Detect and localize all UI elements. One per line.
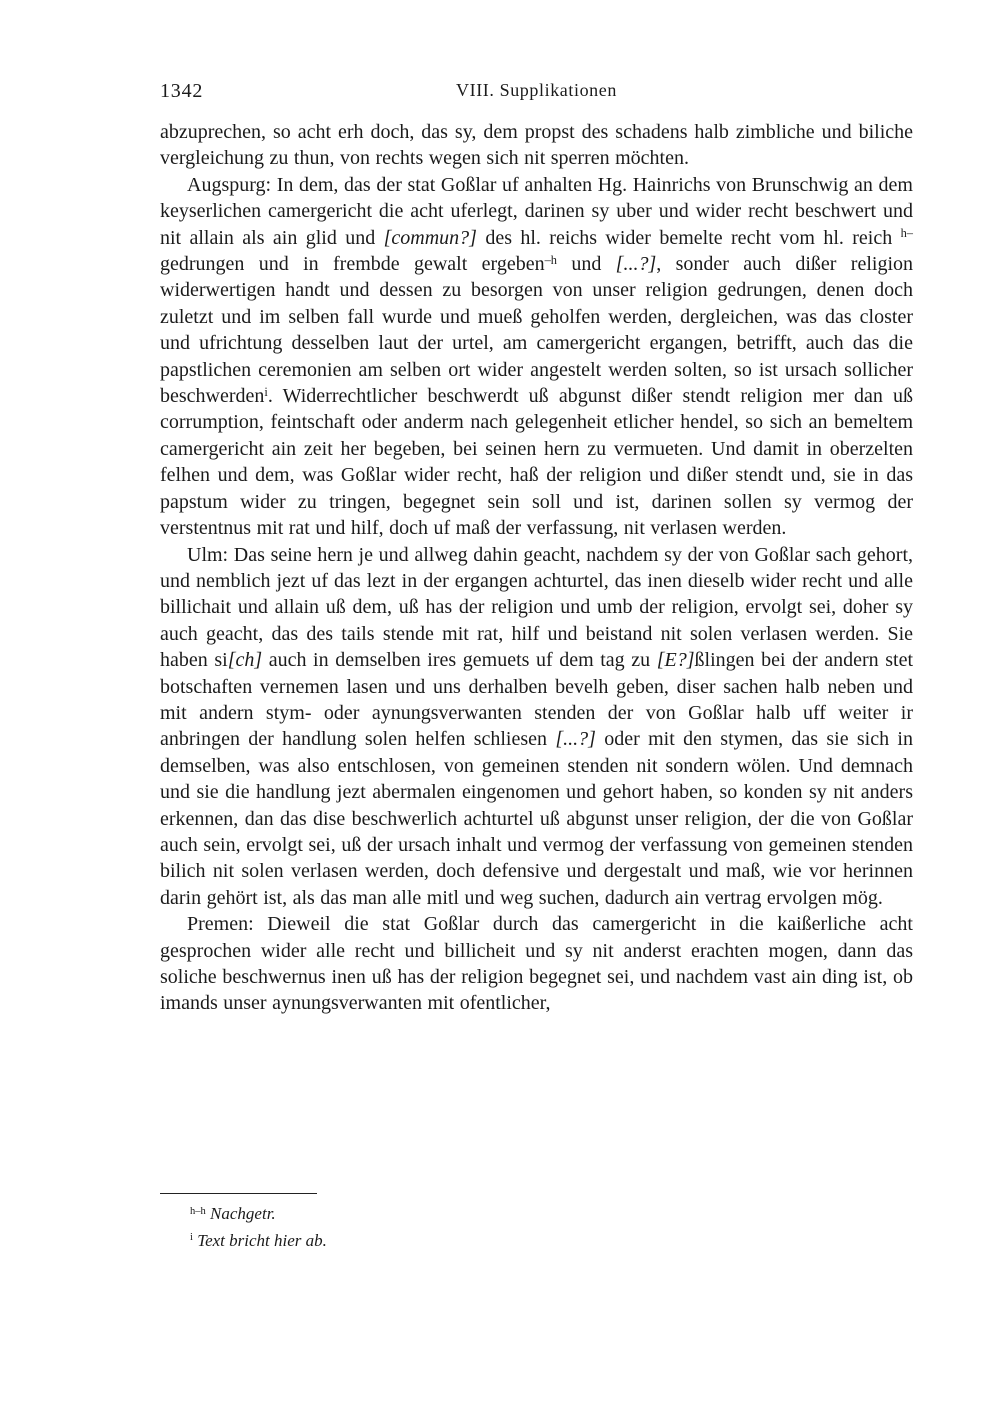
editorial-insertion: [ch] (227, 649, 263, 672)
text-run: gedrungen und in frembde gewalt ergeben (160, 253, 545, 276)
text-run: ßlingen bei der andern stet botschaften vernemen lasen und uns derhalben bevelh geben, diser sachen halb neben und mit andern stym- oder aynungsverwanten stenden der von Goßlar halb uff weiter ir anbringen der handlung solen helfen schliesen (160, 649, 914, 751)
paragraph (160, 911, 913, 1017)
footnote-separator (160, 1193, 317, 1194)
paragraph (160, 119, 913, 172)
footnote-marker: –h (544, 252, 557, 267)
footnote-marker: h– (900, 226, 913, 241)
text-run: oder mit den stymen, das sie sich in demselben, was also entschlosen, von gemeinen stenden nit sondern wölen. Und demnach und sie die handlung jezt abermalen eingenomen und gehort haben, so konden sy nit anders erkennen, dan das dise beschwerlich achturtel uß abgunst unser religion, der die von Goßlar auch sein, ervolgt sei, uß der ursach inhalt und vermog der verfassung von gemeinen stenden bilich nit solen verlasen werden, doch defensive und dergestalt und maß, wie vor herinnen darin gehört ist, als das man alle mitl und weg suchen, dadurch ain vertrag ervolgen mög. (160, 728, 913, 909)
footnote-text: Text bricht hier ab. (197, 1230, 327, 1250)
editorial-insertion: [commun?] (383, 226, 477, 249)
footnote (160, 1228, 913, 1255)
footnote-marker: i (190, 1232, 193, 1244)
editorial-insertion: [E?] (656, 649, 695, 672)
editorial-insertion: [...?] (555, 728, 596, 751)
text-run: Ulm: Das seine hern je und allweg dahin geacht, nachdem sy der von Goßlar sach gehort, und nemblich jezt uf das lezt in der ergangen achturtel, das inen dieselb wider recht und alle billichait und allain uß dem, uß has der religion und umb der religion, ervolgt sei, doher sy auch geacht, das des tails stende mit rat, hilf und beistand nit solen verlasen werden. Sie haben si (160, 543, 913, 672)
footnote (160, 1201, 913, 1228)
text-run: des hl. reichs wider bemelte recht vom hl. reich (476, 226, 901, 249)
text-run: und (556, 253, 616, 276)
running-header: VIII. Supplikationen (456, 80, 617, 100)
paragraph (160, 172, 913, 542)
page-header (160, 80, 913, 108)
text-run: . Widerrechtlicher beschwerdt uß abgunst dißer stendt religion mer dan uß corrumption, feintschaft oder anderm nach gelegenheit etlicher hendel, so sich an bemeltem camergericht ain zeit her begeben, bei seinen hern zu vermueten. Und damit in oberzelten felhen und dem, was Goßlar wider recht, haß der religion und dißer stendt und, sie in das papstum wider zu tringen, begegnet sein soll und ist, darinen sollen sy vermog der verstentnus mit rat und hilf, doch uf maß der verfassung, nit verlasen werden. (160, 385, 913, 540)
paragraph (160, 542, 913, 912)
editorial-insertion: [...?] (615, 253, 657, 276)
footnote-marker: h–h (190, 1205, 206, 1217)
text-column (160, 80, 913, 1017)
body-text (160, 119, 913, 1017)
footnote-section (160, 1193, 913, 1254)
footnote-list (160, 1201, 913, 1254)
text-run: Premen: Dieweil die stat Goßlar durch das camergericht in die kaißerliche acht gesprochen wider alle recht und billicheit und sy nit anderst erachten mogen, dann das soliche beschwernus inen uß has der religion begegnet sei, und nachdem vast ain ding ist, ob imands unser aynungsverwanten mit ofentlicher, (160, 913, 913, 1015)
text-run: , sonder auch dißer religion widerwertigen handt und dessen zu besorgen von unser religion gedrungen, denen doch zuletzt und im selben fall wurde und mueß geholfen werden, dergleichen, was das closter und ufrichtung desselben laut der urtel, am camergericht ergangen, betrifft, auch das die papstlichen ceremonien am selben ort wider angestelt werden solten, so ist ursach sollicher beschwerden (160, 253, 914, 408)
footnote-marker: i (264, 384, 268, 399)
page-number: 1342 (160, 80, 204, 102)
footnote-text: Nachgetr. (210, 1204, 276, 1223)
text-run: abzuprechen, so acht erh doch, das sy, dem propst des schadens halb zimbliche und biliche vergleichung zu thun, von rechts wegen sich nit sperren möchten. (160, 121, 913, 170)
text-run: Augspurg: In dem, das der stat Goßlar uf anhalten Hg. Hainrichs von Brunschwig an dem keyserlichen camergericht die acht uferlegt, darinen sy uber und wider recht beschwert und nit allain als ain glid und (160, 173, 913, 249)
text-run: auch in demselben ires gemuets uf dem tag zu (262, 649, 657, 672)
